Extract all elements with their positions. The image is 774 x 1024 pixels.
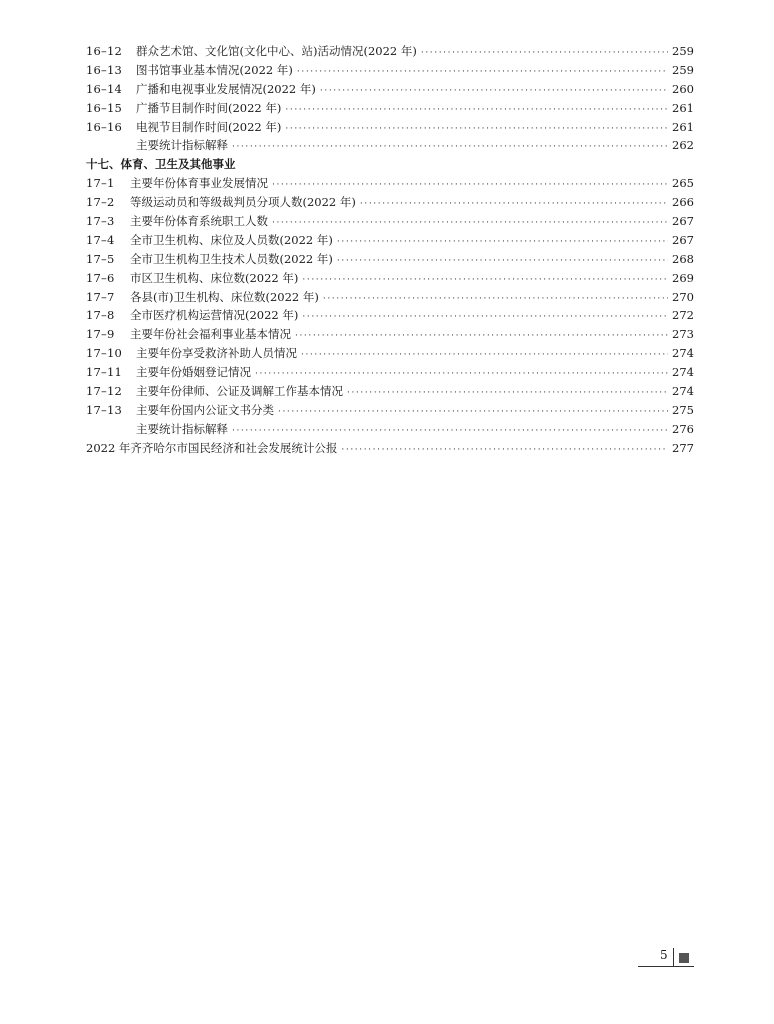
entry-page: 277 <box>672 440 694 455</box>
entry-title: 广播和电视事业发展情况(2022 年) <box>136 81 316 96</box>
entry-page: 261 <box>672 119 694 134</box>
entry-title: 主要统计指标解释 <box>136 421 228 436</box>
entry-title: 群众艺术馆、文化馆(文化中心、站)活动情况(2022 年) <box>136 44 417 58</box>
entry-title: 各县(市)卫生机构、床位数(2022 年) <box>130 289 319 304</box>
entry-number: 16–14 <box>86 81 123 96</box>
entry-title: 全市卫生机构、床位及人员数(2022 年) <box>130 232 333 247</box>
toc-entry[interactable] <box>86 401 694 420</box>
entry-page: 272 <box>672 308 694 323</box>
entry-title: 2022 年齐齐哈尔市国民经济和社会发展统计公报 <box>86 440 338 455</box>
entry-page: 259 <box>672 62 694 77</box>
dot-leader <box>421 44 668 63</box>
toc-entry[interactable] <box>86 61 694 80</box>
dot-leader <box>285 120 668 139</box>
entry-number: 17–1 <box>86 176 115 191</box>
entry-number: 16–12 <box>86 44 123 58</box>
dot-leader <box>320 82 668 101</box>
toc-entry[interactable] <box>86 288 694 307</box>
entry-title: 主要年份体育系统职工人数 <box>130 214 268 229</box>
toc-section-heading[interactable] <box>86 155 694 174</box>
entry-page: 262 <box>672 138 694 153</box>
entry-number: 17–7 <box>86 289 115 304</box>
entry-number: 17–4 <box>86 232 115 247</box>
dot-leader <box>337 233 668 252</box>
dot-leader <box>285 101 668 120</box>
entry-title: 市区卫生机构、床位数(2022 年) <box>130 270 299 285</box>
entry-number: 17–6 <box>86 270 115 285</box>
toc-entry[interactable] <box>86 325 694 344</box>
entry-page: 274 <box>672 384 694 399</box>
entry-page: 261 <box>672 100 694 115</box>
dot-leader <box>341 441 668 460</box>
entry-number: 16–15 <box>86 100 123 115</box>
dot-leader <box>302 308 668 327</box>
entry-number: 17–13 <box>86 402 123 417</box>
toc-entry[interactable] <box>86 212 694 231</box>
toc-entry[interactable] <box>86 363 694 382</box>
dot-leader <box>323 290 668 309</box>
table-of-contents <box>86 42 694 458</box>
dot-leader <box>347 384 668 403</box>
page-number: 5 <box>660 948 668 962</box>
entry-number: 17–5 <box>86 251 115 266</box>
dot-leader <box>295 327 668 346</box>
entry-number: 16–16 <box>86 119 123 134</box>
entry-number: 16–13 <box>86 62 123 77</box>
entry-title: 全市卫生机构卫生技术人员数(2022 年) <box>130 251 333 266</box>
entry-title: 全市医疗机构运营情况(2022 年) <box>130 308 299 323</box>
entry-page: 266 <box>672 195 694 210</box>
entry-title: 电视节目制作时间(2022 年) <box>136 119 282 134</box>
toc-entry[interactable] <box>86 80 694 99</box>
entry-page: 274 <box>672 365 694 380</box>
entry-page: 273 <box>672 327 694 342</box>
page-footer <box>638 948 694 968</box>
dot-leader <box>302 271 668 290</box>
toc-entry[interactable] <box>86 439 694 458</box>
entry-title: 主要年份社会福利事业基本情况 <box>130 327 291 342</box>
toc-entry[interactable] <box>86 382 694 401</box>
toc-entry[interactable] <box>86 118 694 137</box>
entry-number: 17–8 <box>86 308 115 323</box>
entry-page: 270 <box>672 289 694 304</box>
toc-entry[interactable] <box>86 174 694 193</box>
entry-number: 17–11 <box>86 365 123 380</box>
entry-page: 276 <box>672 421 694 436</box>
toc-entry[interactable] <box>86 250 694 269</box>
dot-leader <box>278 403 668 422</box>
entry-number: 17–9 <box>86 327 115 342</box>
toc-entry[interactable] <box>86 136 694 155</box>
entry-title: 主要统计指标解释 <box>136 138 228 153</box>
entry-page: 259 <box>672 44 694 58</box>
entry-title: 主要年份婚姻登记情况 <box>136 365 251 380</box>
entry-title: 图书馆事业基本情况(2022 年) <box>136 62 293 77</box>
footer-divider <box>673 948 674 967</box>
entry-number: 17–3 <box>86 214 115 229</box>
entry-page: 267 <box>672 214 694 229</box>
toc-entry[interactable] <box>86 193 694 212</box>
toc-entry[interactable] <box>86 306 694 325</box>
footer-square-mark <box>679 953 689 963</box>
dot-leader <box>301 346 668 365</box>
toc-entry[interactable] <box>86 269 694 288</box>
entry-title: 主要年份国内公证文书分类 <box>136 402 274 417</box>
entry-page: 265 <box>672 176 694 191</box>
section-title: 十七、体育、卫生及其他事业 <box>86 157 236 172</box>
entry-title: 广播节目制作时间(2022 年) <box>136 100 282 115</box>
entry-page: 267 <box>672 232 694 247</box>
footer-rule <box>638 966 694 967</box>
toc-entry[interactable] <box>86 99 694 118</box>
toc-entry[interactable] <box>86 42 694 61</box>
dot-leader <box>232 138 668 157</box>
entry-title: 主要年份享受救济补助人员情况 <box>136 346 297 361</box>
entry-page: 275 <box>672 402 694 417</box>
dot-leader <box>297 63 668 82</box>
toc-entry[interactable] <box>86 344 694 363</box>
entry-page: 269 <box>672 270 694 285</box>
entry-page: 260 <box>672 81 694 96</box>
entry-title: 主要年份律师、公证及调解工作基本情况 <box>136 384 343 399</box>
entry-title: 等级运动员和等级裁判员分项人数(2022 年) <box>130 195 356 210</box>
entry-title: 主要年份体育事业发展情况 <box>130 176 268 191</box>
entry-number: 17–10 <box>86 346 123 361</box>
entry-page: 274 <box>672 346 694 361</box>
toc-entry[interactable] <box>86 420 694 439</box>
dot-leader <box>360 195 668 214</box>
toc-entry[interactable] <box>86 231 694 250</box>
entry-number: 17–12 <box>86 384 123 399</box>
entry-number: 17–2 <box>86 195 115 210</box>
dot-leader <box>337 252 668 271</box>
entry-page: 268 <box>672 251 694 266</box>
